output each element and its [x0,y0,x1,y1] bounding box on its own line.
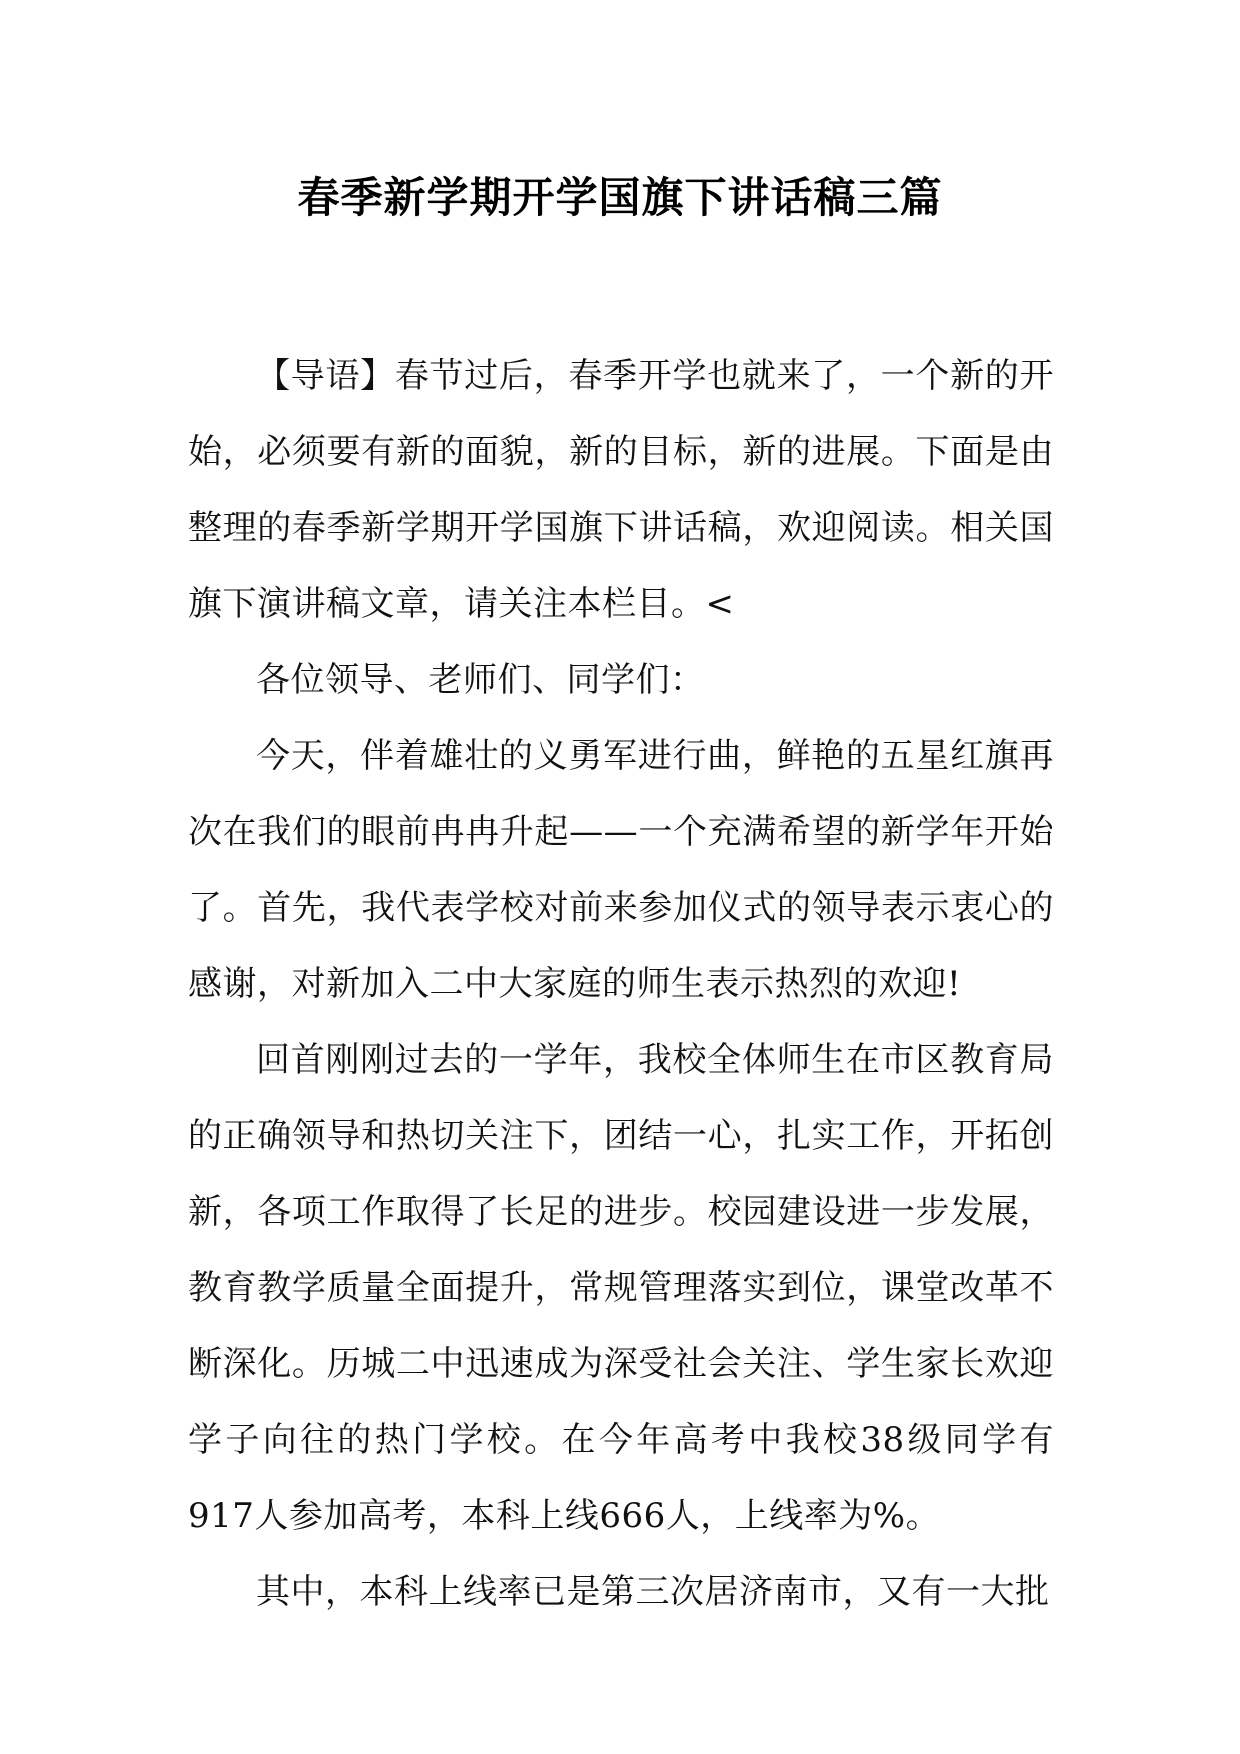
paragraph-review: 回首刚刚过去的一学年，我校全体师生在市区教育局的正确领导和热切关注下，团结一心，扎实工作，开拓创新，各项工作取得了长足的进步。校园建设进一步发展，教育教学质量全面提升，常规管理落实到位，课堂改革不断深化。历城二中迅速成为深受社会关注、学生家长欢迎学子向往的热门学校。在今年高考中我校38级同学有917人参加高考，本科上线666人，上线率为%。 [188,1040,1054,1536]
paragraph-opening: 今天，伴着雄壮的义勇军进行曲，鲜艳的五星红旗再次在我们的眼前冉冉升起——一个充满希望的新学年开始了。首先，我代表学校对前来参加仪式的领导表示衷心的感谢，对新加入二中大家庭的师生表示热烈的欢迎! [188,736,1054,1004]
paragraph-intro: 【导语】春节过后，春季开学也就来了，一个新的开始，必须要有新的面貌，新的目标，新的进展。下面是由整理的春季新学期开学国旗下讲话稿，欢迎阅读。相关国旗下演讲稿文章，请关注本栏目。< [188,356,1054,624]
document-body [188,338,1054,1630]
paragraph-salutation: 各位领导、老师们、同学们： [256,660,705,700]
paragraph-continuation: 其中，本科上线率已是第三次居济南市，又有一大批 [256,1572,1050,1612]
document-title: 春季新学期开学国旗下讲话稿三篇 [297,173,943,222]
